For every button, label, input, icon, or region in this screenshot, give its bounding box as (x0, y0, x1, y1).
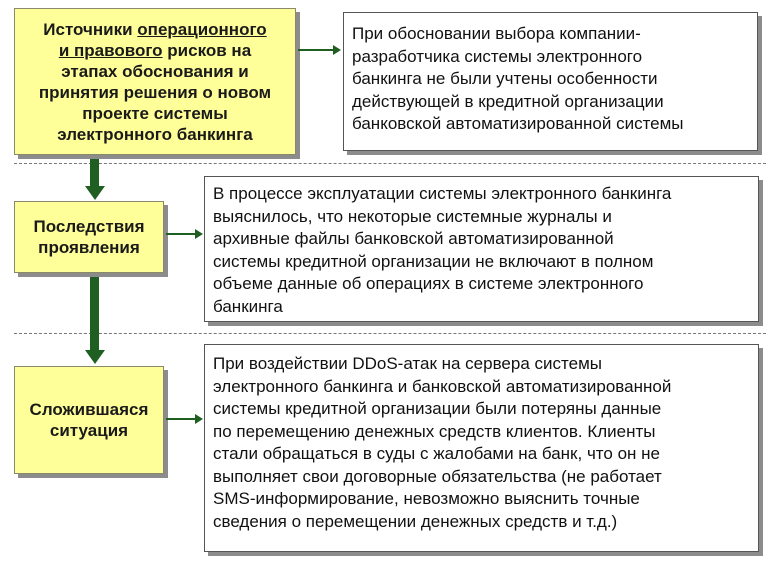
consequences-line-1: Последствия (33, 217, 145, 236)
sources-line-2: и правового рисков на (58, 40, 252, 60)
situation-text-line: электронного банкинга и банковской автоматизированной (213, 376, 672, 396)
consequences-text-line: архивные файлы банковской автоматизированной (213, 229, 614, 248)
consequences-text-line: системы кредитной организации не включают в полном (213, 251, 654, 271)
consequences-description (204, 176, 759, 322)
situation-text-line: системы кредитной организации были потеряны данные (213, 399, 662, 418)
consequences-arrow-line (166, 233, 196, 235)
situation-text-line: SMS-информирование, невозможно выяснить точные (213, 489, 640, 508)
consequences-text-line: банкинга (213, 296, 283, 316)
sources-line-3: этапах обоснования и (61, 61, 249, 81)
sources-text-line: банкинга не были учтены особенности (352, 69, 658, 88)
situation-text-line: стали обращаться в суды с жалобами на банк, что он не (213, 444, 660, 463)
situation-box (14, 366, 164, 474)
sources-line-6: электронного банкинга (57, 124, 253, 144)
consequences-text-line: объеме данные об операциях в системе электронного (213, 274, 644, 293)
connector-2 (90, 273, 99, 352)
situation-arrow-line (166, 418, 196, 420)
situation-text-line: сведения о перемещении денежных средств и т.д.) (213, 511, 618, 531)
situation-text-line: выполняет свои договорные обязательства (не работает (213, 466, 662, 486)
situation-description (204, 344, 759, 552)
situation-arrowhead (195, 414, 203, 424)
situation-line-2: ситуация (49, 421, 129, 440)
separator-2 (14, 333, 766, 334)
sources-arrowhead (333, 45, 341, 55)
sources-text-line: действующей в кредитной организации (352, 91, 664, 111)
consequences-text-line: В процессе эксплуатации системы электронного банкинга (213, 184, 672, 203)
consequences-line-2: проявления (38, 238, 140, 257)
sources-line-1: Источники операционного (43, 19, 267, 39)
separator-1 (14, 163, 766, 164)
sources-text-line: разработчика системы электронного (352, 46, 643, 66)
connector-2-arrowhead (85, 350, 105, 364)
sources-text-line: При обосновании выбора компании- (352, 24, 641, 43)
sources-text-line: банковской автоматизированной системы (352, 114, 684, 133)
consequences-box (14, 201, 164, 273)
consequences-arrowhead (195, 229, 203, 239)
situation-text-line: При воздействии DDoS-атак на сервера системы (213, 354, 602, 373)
consequences-text-line: выяснилось, что некоторые системные журналы и (213, 206, 612, 226)
sources-line-4: принятия решения о новом (38, 82, 272, 102)
connector-1-arrowhead (85, 186, 105, 200)
sources-line-5: проекте системы (82, 103, 228, 123)
situation-line-1: Сложившаяся (29, 400, 149, 419)
sources-arrow-line (298, 49, 334, 51)
sources-box (14, 8, 296, 155)
situation-text-line: по перемещению денежных средств клиентов. Клиенты (213, 421, 656, 441)
connector-1 (90, 155, 99, 188)
sources-description (343, 12, 758, 151)
